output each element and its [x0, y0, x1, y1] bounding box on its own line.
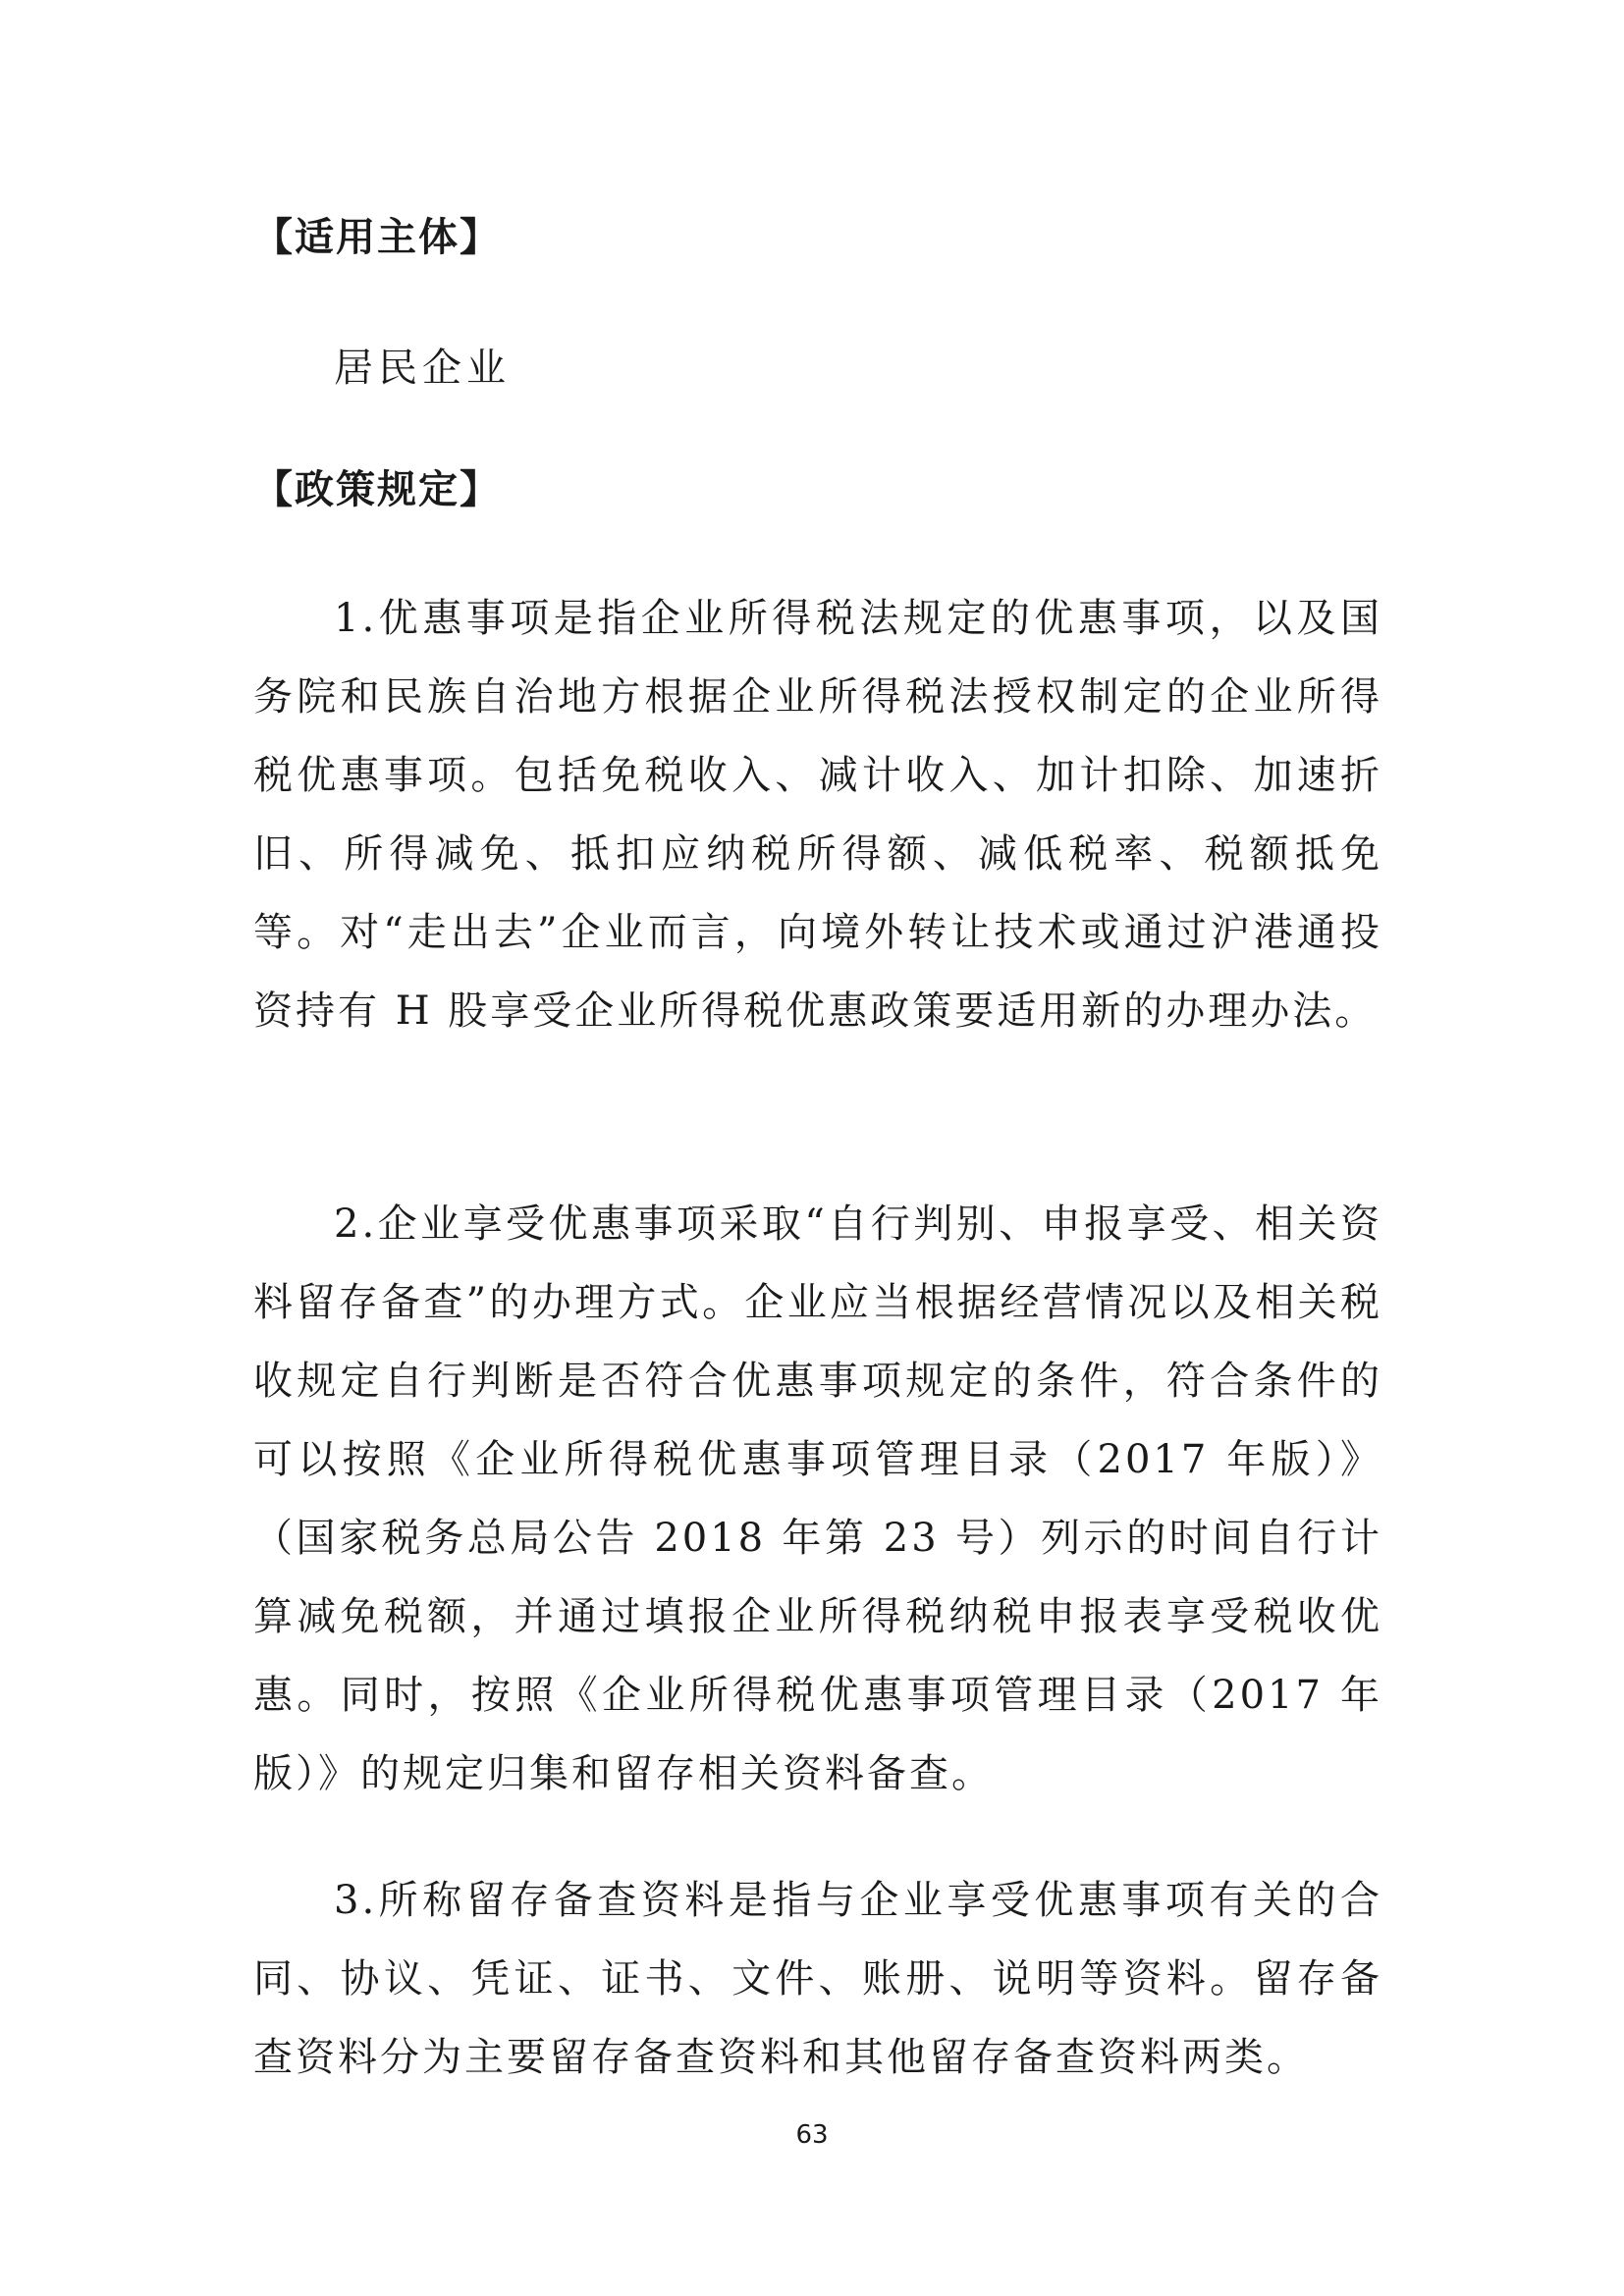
policy-paragraph-3: 3.所称留存备查资料是指与企业享受优惠事项有关的合同、协议、凭证、证书、文件、账册、说明等资料。留存备查资料分为主要留存备查资料和其他留存备查资料两类。 [253, 1878, 1382, 2080]
policy-heading: 【政策规定】 [253, 467, 501, 512]
subject-heading: 【适用主体】 [253, 215, 501, 260]
subject-text: 居民企业 [334, 346, 511, 391]
policy-paragraph-1: 1.优惠事项是指企业所得税法规定的优惠事项，以及国务院和民族自治地方根据企业所得税法授权制定的企业所得税优惠事项。包括免税收入、减计收入、加计扣除、加速折旧、所得减免、抵扣应纳税所得额、减低税率、税额抵免等。对“走出去”企业而言，向境外转让技术或通过沪港通投资持有 H 股享受企业所得税优惠政策要适用新的办理办法。 [253, 596, 1382, 1034]
page-number: 63 [795, 2120, 829, 2150]
policy-paragraph-2: 2.企业享受优惠事项采取“自行判别、申报享受、相关资料留存备查”的办理方式。企业应当根据经营情况以及相关税收规定自行判断是否符合优惠事项规定的条件，符合条件的可以按照《企业所得税优惠事项管理目录（2017 年版）》（国家税务总局公告 2018 年第 23 号）列示的时间自行计算减免税额，并通过填报企业所得税纳税申报表享受税收优惠。同时，按照《企业所得税优惠事项管理目录（2017 年版）》的规定归集和留存相关资料备查。 [253, 1201, 1382, 1796]
